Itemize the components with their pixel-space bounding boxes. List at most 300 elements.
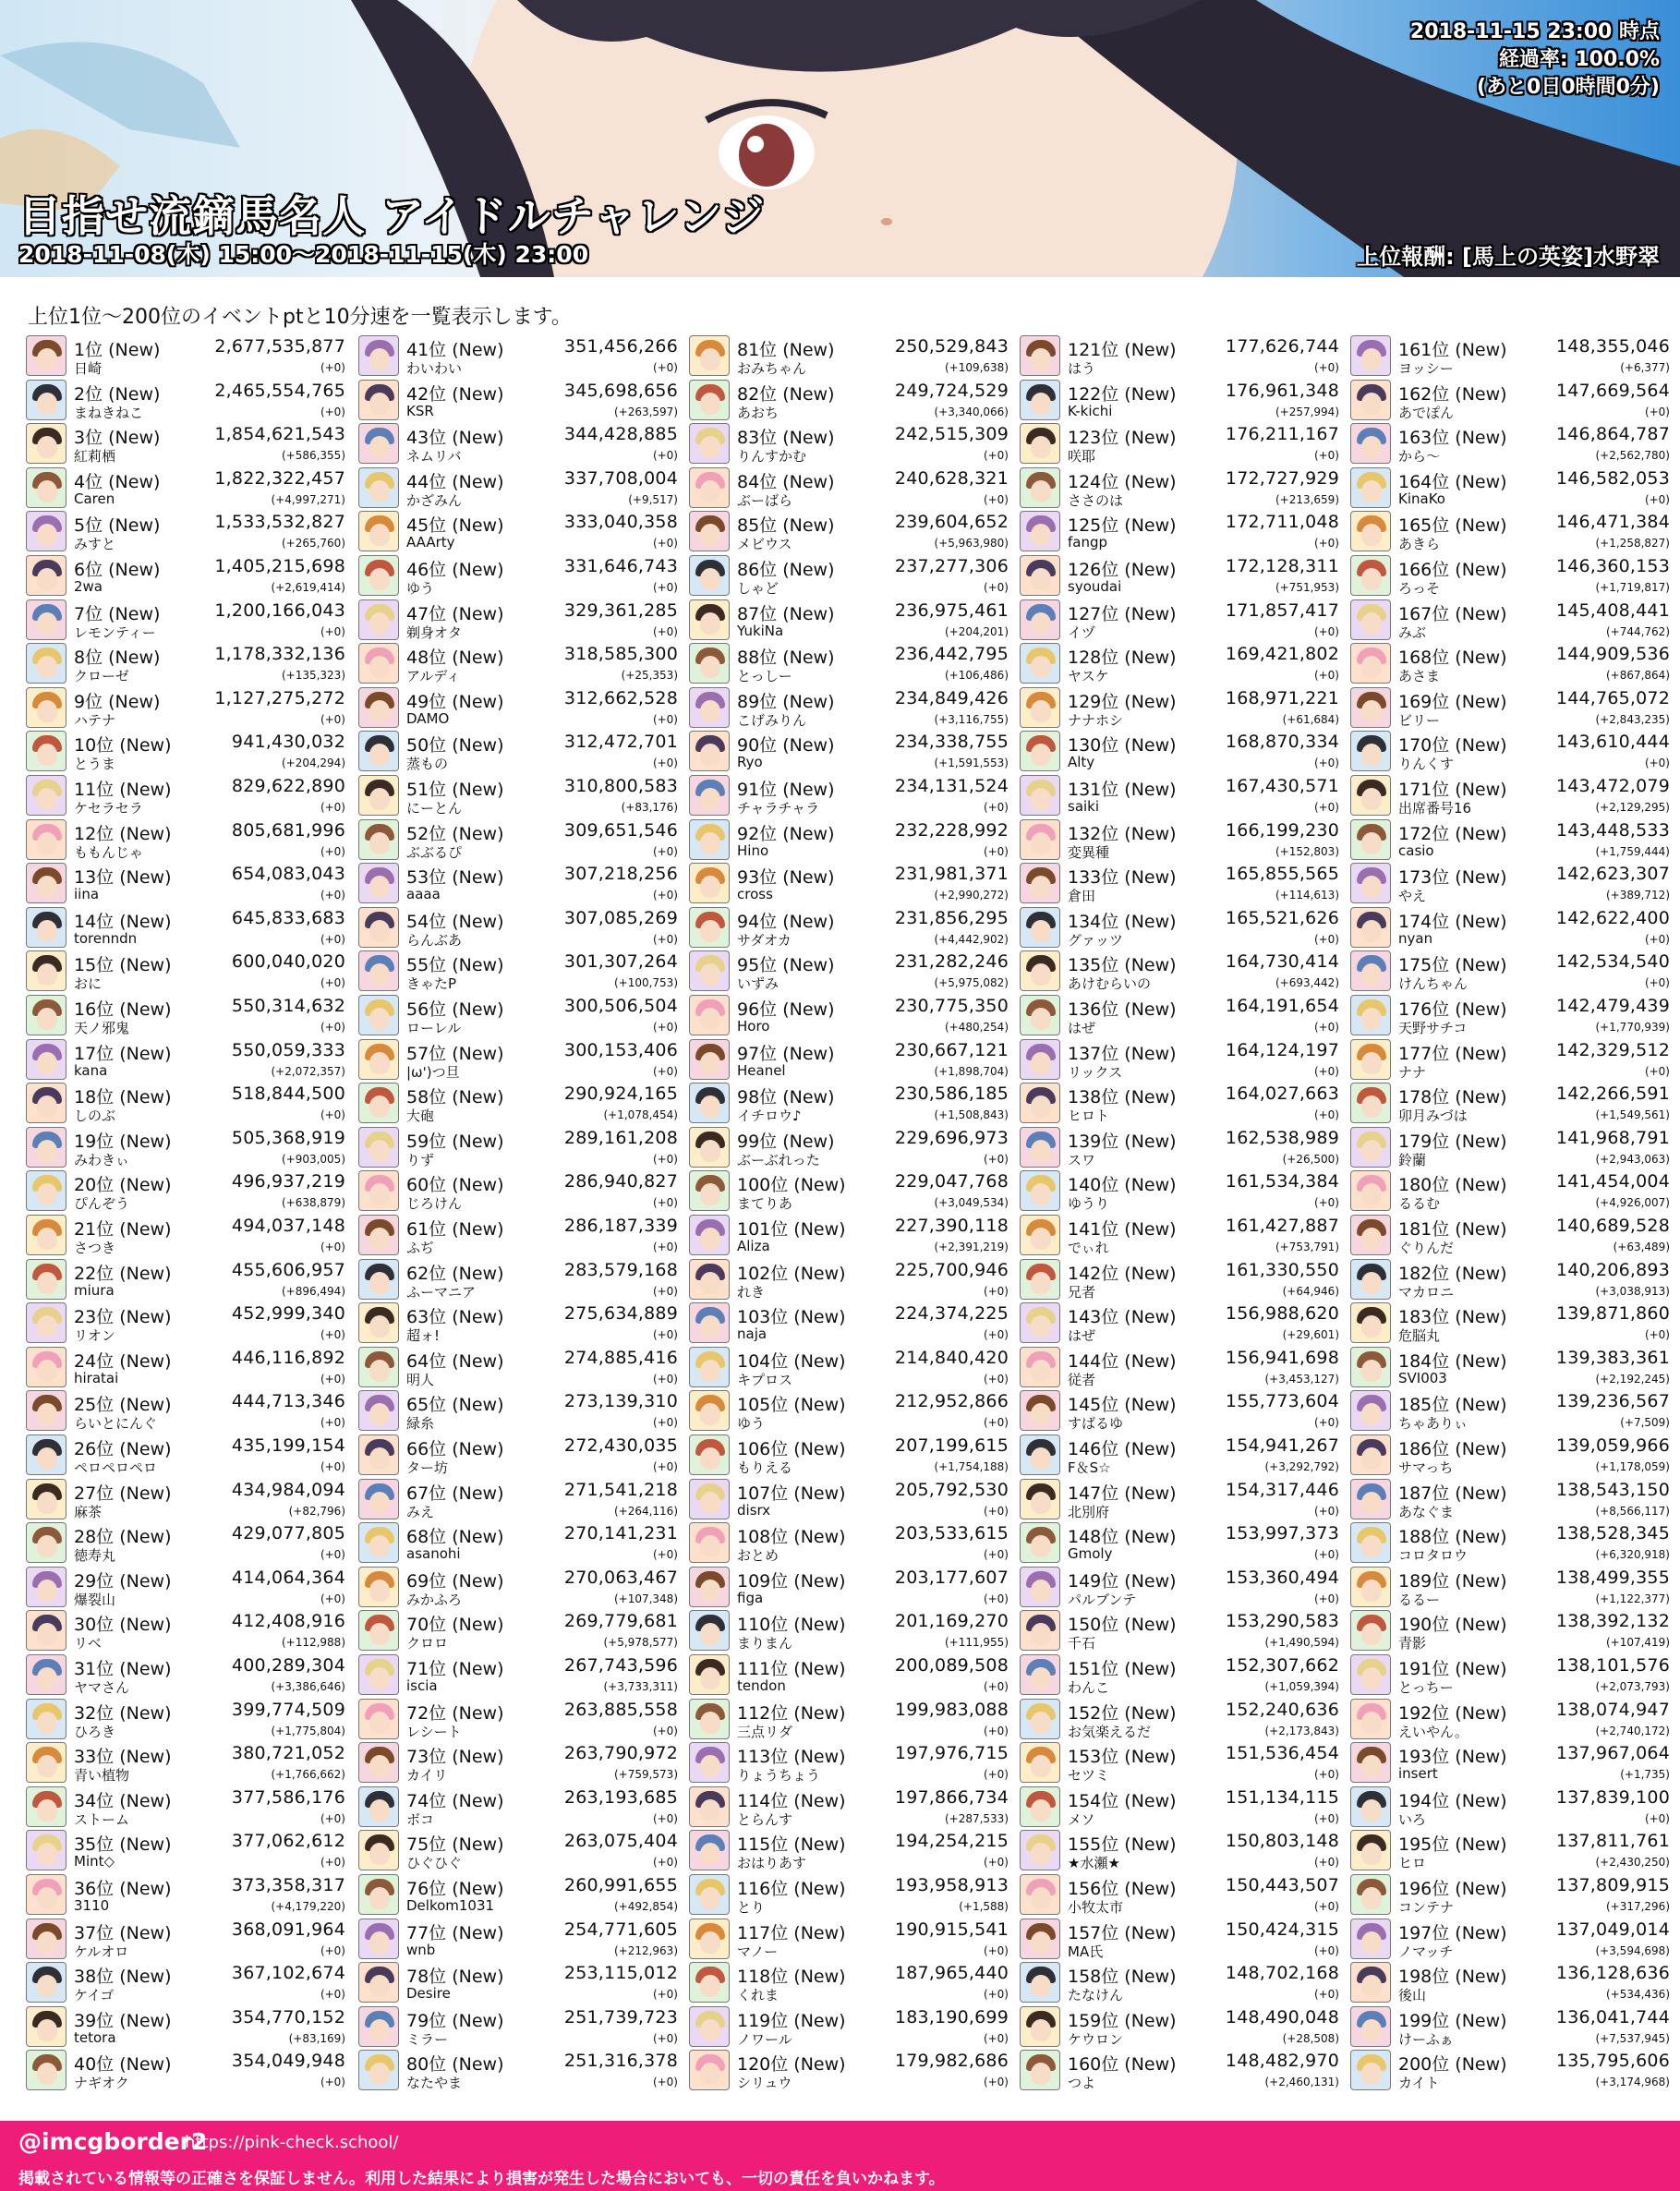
ranking-row[interactable]	[26, 906, 345, 950]
idol-avatar-icon	[689, 1434, 730, 1475]
ranking-row[interactable]	[1020, 1434, 1339, 1478]
rank-label: 25位 (New)	[74, 1395, 172, 1415]
ranking-row[interactable]	[26, 1389, 345, 1434]
ten-minute-speed: (+28,508)	[1282, 2032, 1339, 2045]
idol-avatar-icon	[358, 1830, 399, 1870]
ranking-row[interactable]	[358, 1961, 678, 2005]
ranking-row[interactable]	[689, 950, 1009, 994]
event-points: 312,662,528	[563, 688, 678, 708]
idol-avatar-icon	[26, 1919, 66, 1959]
ranking-row[interactable]	[1020, 510, 1339, 554]
ranking-row[interactable]	[358, 1169, 678, 1214]
ranking-row[interactable]	[1350, 1126, 1670, 1170]
ten-minute-speed: (+3,453,127)	[1264, 1373, 1339, 1386]
event-points: 234,849,426	[894, 688, 1009, 708]
ranking-row[interactable]	[1350, 1918, 1670, 1962]
ranking-row[interactable]	[358, 730, 678, 774]
ranking-row[interactable]	[26, 686, 345, 731]
ranking-row[interactable]	[1350, 334, 1670, 379]
idol-avatar-icon	[1350, 1919, 1391, 1959]
idol-avatar-icon	[689, 1083, 730, 1123]
ranking-row[interactable]	[1350, 1038, 1670, 1083]
ranking-row[interactable]	[1350, 466, 1670, 511]
ranking-row[interactable]	[1350, 1566, 1670, 1610]
ranking-row[interactable]	[689, 1521, 1009, 1566]
ranking-row[interactable]	[358, 554, 678, 599]
ranking-row[interactable]	[26, 950, 345, 994]
ranking-row[interactable]	[689, 1301, 1009, 1346]
rank-label: 23位 (New)	[74, 1307, 172, 1327]
player-name: りんすかむ	[737, 448, 807, 465]
ranking-row[interactable]	[689, 1169, 1009, 1214]
ranking-row[interactable]	[1020, 1038, 1339, 1083]
ranking-row[interactable]	[1020, 554, 1339, 599]
event-points: 260,991,655	[563, 1875, 678, 1895]
ranking-row[interactable]	[689, 1961, 1009, 2005]
ranking-row[interactable]	[1020, 1258, 1339, 1302]
event-points: 239,604,652	[894, 512, 1009, 532]
idol-avatar-icon	[26, 950, 66, 991]
ten-minute-speed: (+29,601)	[1282, 1328, 1339, 1341]
ranking-row[interactable]	[26, 774, 345, 818]
event-points: 152,240,636	[1225, 1700, 1339, 1720]
ranking-row[interactable]	[689, 599, 1009, 643]
idol-avatar-icon	[689, 1874, 730, 1915]
twitter-handle-link[interactable]: @imcgborder2	[18, 2128, 208, 2155]
ten-minute-speed: (+3,174,968)	[1595, 2076, 1670, 2088]
ranking-row[interactable]	[26, 1698, 345, 1742]
rank-label: 1位 (New)	[74, 340, 161, 360]
ranking-row[interactable]	[26, 1169, 345, 1214]
ranking-row[interactable]	[26, 1741, 345, 1785]
ranking-row[interactable]	[26, 1961, 345, 2005]
player-name: ター坊	[406, 1459, 449, 1476]
ranking-row[interactable]	[358, 1434, 678, 1478]
ranking-row[interactable]	[26, 1301, 345, 1346]
event-points: 177,626,744	[1225, 336, 1339, 357]
ranking-row[interactable]	[358, 818, 678, 863]
rank-label: 193位 (New)	[1398, 1747, 1507, 1767]
rank-label: 71位 (New)	[406, 1659, 504, 1679]
ranking-row[interactable]	[26, 334, 345, 379]
ranking-row[interactable]	[358, 1082, 678, 1126]
ranking-row[interactable]	[1020, 1126, 1339, 1170]
ranking-row[interactable]	[1350, 1169, 1670, 1214]
idol-avatar-icon	[689, 467, 730, 508]
ranking-row[interactable]	[1020, 422, 1339, 466]
ranking-row[interactable]	[26, 1082, 345, 1126]
event-points: 412,408,916	[231, 1611, 345, 1631]
ranking-row[interactable]	[358, 1258, 678, 1302]
ranking-row[interactable]	[26, 1346, 345, 1390]
idol-avatar-icon	[1020, 1919, 1060, 1959]
ranking-row[interactable]	[689, 510, 1009, 554]
ranking-row[interactable]	[1020, 862, 1339, 906]
rank-label: 27位 (New)	[74, 1483, 172, 1504]
ranking-row[interactable]	[689, 1126, 1009, 1170]
ranking-row[interactable]	[26, 1653, 345, 1698]
ranking-row[interactable]	[689, 818, 1009, 863]
ranking-row[interactable]	[358, 1829, 678, 1873]
ranking-row[interactable]	[1350, 906, 1670, 950]
idol-avatar-icon	[1020, 1039, 1060, 1080]
ranking-row[interactable]	[26, 862, 345, 906]
player-name: でぃれ	[1068, 1240, 1109, 1256]
ranking-row[interactable]	[1350, 1258, 1670, 1302]
intro-text: 上位1位〜200位のイベントptと10分速を一覧表示します。	[28, 306, 572, 329]
ten-minute-speed: (+1,549,561)	[1595, 1108, 1670, 1121]
event-points: 137,049,014	[1555, 1919, 1670, 1940]
ranking-row[interactable]	[689, 1741, 1009, 1785]
ranking-row[interactable]	[689, 1038, 1009, 1083]
ranking-row[interactable]	[689, 1653, 1009, 1698]
ranking-row[interactable]	[1020, 1169, 1339, 1214]
ranking-row[interactable]	[1020, 1961, 1339, 2005]
player-name: こげみりん	[737, 712, 807, 729]
idol-avatar-icon	[26, 1522, 66, 1563]
ranking-row[interactable]	[1350, 1082, 1670, 1126]
ranking-row[interactable]	[26, 510, 345, 554]
ten-minute-speed: (+2,192,245)	[1595, 1373, 1670, 1386]
ranking-row[interactable]	[1020, 906, 1339, 950]
ten-minute-speed: (+4,179,220)	[271, 1900, 345, 1913]
ranking-row[interactable]	[1020, 642, 1339, 686]
idol-avatar-icon	[26, 907, 66, 948]
ranking-row[interactable]	[26, 1918, 345, 1962]
ranking-row[interactable]	[1020, 818, 1339, 863]
ranking-row[interactable]	[26, 554, 345, 599]
ranking-row[interactable]	[689, 1566, 1009, 1610]
ranking-row[interactable]	[26, 1434, 345, 1478]
rank-label: 169位 (New)	[1398, 692, 1507, 712]
ten-minute-speed: (+2,430,250)	[1595, 1856, 1670, 1869]
ranking-row[interactable]	[689, 1346, 1009, 1390]
ranking-row[interactable]	[689, 2049, 1009, 2093]
ranking-row[interactable]	[689, 1434, 1009, 1478]
rank-label: 127位 (New)	[1068, 604, 1177, 624]
ranking-row[interactable]	[689, 1829, 1009, 1873]
ranking-row[interactable]	[1350, 686, 1670, 731]
ranking-row[interactable]	[689, 1214, 1009, 1258]
ten-minute-speed: (+0)	[1644, 976, 1670, 989]
rank-label: 26位 (New)	[74, 1439, 172, 1459]
ten-minute-speed: (+0)	[983, 1373, 1009, 1386]
player-name: グァッツ	[1068, 932, 1124, 949]
player-name: ゆう	[737, 1415, 766, 1432]
site-url-link[interactable]: https://pink-check.school/	[185, 2133, 399, 2152]
ranking-row[interactable]	[1020, 599, 1339, 643]
rank-label: 54位 (New)	[406, 912, 504, 932]
ranking-row[interactable]	[1020, 1873, 1339, 1918]
ranking-row[interactable]	[1020, 730, 1339, 774]
ten-minute-speed: (+61,684)	[1282, 713, 1339, 726]
ten-minute-speed: (+2,173,843)	[1264, 1725, 1339, 1737]
ranking-row[interactable]	[358, 686, 678, 731]
ranking-row[interactable]	[1350, 1434, 1670, 1478]
ranking-row[interactable]	[1020, 1478, 1339, 1522]
ranking-row[interactable]	[358, 950, 678, 994]
ranking-row[interactable]	[1350, 642, 1670, 686]
ranking-row[interactable]	[358, 1346, 678, 1390]
ranking-row[interactable]	[1350, 1653, 1670, 1698]
ranking-row[interactable]	[1350, 1609, 1670, 1653]
ranking-row[interactable]	[689, 862, 1009, 906]
ranking-row[interactable]	[1350, 2049, 1670, 2093]
ranking-row[interactable]	[26, 422, 345, 466]
ranking-row[interactable]	[1020, 1609, 1339, 1653]
ranking-row[interactable]	[358, 2049, 678, 2093]
event-points: 227,390,118	[894, 1216, 1009, 1236]
ranking-row[interactable]	[1350, 1961, 1670, 2005]
ranking-row[interactable]	[26, 1566, 345, 1610]
ranking-row[interactable]	[1350, 2005, 1670, 2050]
event-points: 207,199,615	[894, 1435, 1009, 1456]
ranking-row[interactable]	[358, 379, 678, 423]
idol-avatar-icon	[1020, 950, 1060, 991]
ranking-row[interactable]	[1350, 994, 1670, 1038]
idol-avatar-icon	[689, 1479, 730, 1519]
ranking-row[interactable]	[689, 1478, 1009, 1522]
ranking-row[interactable]	[689, 1389, 1009, 1434]
ranking-row[interactable]	[689, 1082, 1009, 1126]
ranking-row[interactable]	[689, 466, 1009, 511]
ranking-row[interactable]	[26, 1785, 345, 1830]
idol-avatar-icon	[689, 555, 730, 596]
ranking-row[interactable]	[1020, 686, 1339, 731]
ranking-row[interactable]	[689, 994, 1009, 1038]
ranking-row[interactable]	[1350, 950, 1670, 994]
event-points: 201,169,270	[894, 1611, 1009, 1631]
player-name: fangp	[1068, 534, 1108, 551]
ranking-row[interactable]	[689, 1785, 1009, 1830]
ranking-row[interactable]	[1020, 1214, 1339, 1258]
rank-label: 165位 (New)	[1398, 515, 1507, 536]
rank-label: 68位 (New)	[406, 1527, 504, 1547]
ranking-row[interactable]	[358, 1566, 678, 1610]
ranking-row[interactable]	[1020, 379, 1339, 423]
ranking-row[interactable]	[1020, 1918, 1339, 1962]
player-name: 千石	[1068, 1635, 1096, 1652]
ranking-row[interactable]	[1350, 599, 1670, 643]
rank-label: 39位 (New)	[74, 2011, 172, 2031]
event-points: 231,981,371	[894, 864, 1009, 884]
rank-label: 112位 (New)	[737, 1703, 846, 1724]
ranking-row[interactable]	[358, 334, 678, 379]
ranking-row[interactable]	[1020, 1785, 1339, 1830]
player-name: チャラチャラ	[737, 800, 820, 817]
event-points: 137,967,064	[1555, 1743, 1670, 1763]
ranking-row[interactable]	[26, 379, 345, 423]
ranking-row[interactable]	[1350, 422, 1670, 466]
ranking-row[interactable]	[358, 1785, 678, 1830]
event-points: 310,800,583	[563, 776, 678, 796]
ranking-row[interactable]	[689, 334, 1009, 379]
ranking-row[interactable]	[1350, 818, 1670, 863]
ranking-row[interactable]	[1350, 1301, 1670, 1346]
idol-avatar-icon	[1020, 599, 1060, 640]
ranking-row[interactable]	[689, 1873, 1009, 1918]
ranking-row[interactable]	[26, 2005, 345, 2050]
ranking-row[interactable]	[26, 1126, 345, 1170]
ranking-row[interactable]	[1020, 774, 1339, 818]
event-points: 234,131,524	[894, 776, 1009, 796]
ranking-row[interactable]	[689, 686, 1009, 731]
ranking-row[interactable]	[26, 642, 345, 686]
ranking-row[interactable]	[358, 1698, 678, 1742]
ranking-row[interactable]	[1020, 1741, 1339, 1785]
ranking-row[interactable]	[1350, 1873, 1670, 1918]
ranking-row[interactable]	[689, 1258, 1009, 1302]
event-points: 212,952,866	[894, 1391, 1009, 1411]
ranking-row[interactable]	[358, 510, 678, 554]
ranking-row[interactable]	[1350, 1785, 1670, 1830]
event-points: 400,289,304	[231, 1655, 345, 1676]
event-points: 354,049,948	[231, 2051, 345, 2071]
ranking-row[interactable]	[689, 554, 1009, 599]
ranking-row[interactable]	[689, 2005, 1009, 2050]
ranking-row[interactable]	[689, 379, 1009, 423]
ranking-row[interactable]	[358, 774, 678, 818]
ranking-row[interactable]	[1020, 1389, 1339, 1434]
ranking-row[interactable]	[358, 2005, 678, 2050]
ranking-row[interactable]	[358, 1214, 678, 1258]
rank-label: 100位 (New)	[737, 1175, 846, 1195]
ranking-row[interactable]	[358, 1126, 678, 1170]
ranking-row[interactable]	[1350, 862, 1670, 906]
ranking-row[interactable]	[1020, 466, 1339, 511]
ranking-row[interactable]	[689, 906, 1009, 950]
ranking-row[interactable]	[26, 1609, 345, 1653]
ranking-row[interactable]	[26, 818, 345, 863]
ranking-row[interactable]	[1350, 1214, 1670, 1258]
ranking-row[interactable]	[358, 422, 678, 466]
idol-avatar-icon	[1350, 950, 1391, 991]
ranking-row[interactable]	[1020, 1698, 1339, 1742]
ranking-row[interactable]	[1020, 334, 1339, 379]
ranking-row[interactable]	[358, 1521, 678, 1566]
ten-minute-speed: (+0)	[1644, 406, 1670, 418]
ranking-row[interactable]	[26, 730, 345, 774]
ranking-row[interactable]	[26, 1258, 345, 1302]
event-points: 240,628,321	[894, 468, 1009, 489]
ranking-row[interactable]	[26, 994, 345, 1038]
ranking-row[interactable]	[689, 1609, 1009, 1653]
ranking-row[interactable]	[1350, 1346, 1670, 1390]
ranking-row[interactable]	[1020, 950, 1339, 994]
ranking-row[interactable]	[1350, 1521, 1670, 1566]
rank-label: 95位 (New)	[737, 955, 835, 975]
ranking-row[interactable]	[1350, 730, 1670, 774]
ranking-row[interactable]	[1020, 2005, 1339, 2050]
player-name: スワ	[1068, 1152, 1096, 1168]
ranking-row[interactable]	[358, 906, 678, 950]
ranking-row[interactable]	[358, 1609, 678, 1653]
ranking-row[interactable]	[689, 774, 1009, 818]
ranking-row[interactable]	[26, 599, 345, 643]
ten-minute-speed: (+3,594,698)	[1595, 1944, 1670, 1957]
ranking-row[interactable]	[1020, 1653, 1339, 1698]
idol-avatar-icon	[26, 555, 66, 596]
ranking-row[interactable]	[1350, 1478, 1670, 1522]
rank-label: 113位 (New)	[737, 1747, 846, 1767]
ranking-row[interactable]	[1350, 1389, 1670, 1434]
ranking-row[interactable]	[1350, 1698, 1670, 1742]
ranking-row[interactable]	[1020, 2049, 1339, 2093]
ranking-row[interactable]	[1350, 1741, 1670, 1785]
ranking-row[interactable]	[358, 466, 678, 511]
ranking-row[interactable]	[26, 1214, 345, 1258]
idol-avatar-icon	[1350, 1742, 1391, 1783]
event-points: 344,428,885	[563, 424, 678, 444]
ranking-row[interactable]	[689, 422, 1009, 466]
ranking-row[interactable]	[1020, 1829, 1339, 1873]
ten-minute-speed: (+83,176)	[621, 801, 678, 814]
ranking-row[interactable]	[358, 642, 678, 686]
ranking-row[interactable]	[1350, 554, 1670, 599]
ranking-row[interactable]	[358, 1389, 678, 1434]
ranking-row[interactable]	[689, 1698, 1009, 1742]
idol-avatar-icon	[689, 687, 730, 728]
ranking-row[interactable]	[1020, 1566, 1339, 1610]
ranking-row[interactable]	[26, 2049, 345, 2093]
ranking-row[interactable]	[26, 1478, 345, 1522]
ranking-row[interactable]	[689, 1918, 1009, 1962]
ranking-row[interactable]	[358, 994, 678, 1038]
event-points: 429,077,805	[231, 1523, 345, 1543]
ranking-row[interactable]	[358, 1478, 678, 1522]
ranking-row[interactable]	[358, 1038, 678, 1083]
ranking-row[interactable]	[1020, 1521, 1339, 1566]
idol-avatar-icon	[689, 1742, 730, 1783]
rank-label: 200位 (New)	[1398, 2054, 1507, 2075]
ten-minute-speed: (+0)	[652, 1065, 678, 1078]
ranking-row[interactable]	[1020, 994, 1339, 1038]
ranking-row[interactable]	[358, 862, 678, 906]
ranking-row[interactable]	[1020, 1346, 1339, 1390]
ranking-row[interactable]	[26, 1873, 345, 1918]
ranking-row[interactable]	[689, 642, 1009, 686]
ranking-row[interactable]	[358, 1301, 678, 1346]
ranking-row[interactable]	[1350, 379, 1670, 423]
ranking-row[interactable]	[358, 599, 678, 643]
ranking-row[interactable]	[358, 1873, 678, 1918]
ranking-row[interactable]	[26, 1038, 345, 1083]
event-points: 153,290,583	[1225, 1611, 1339, 1631]
player-name: 剃身オタ	[406, 624, 463, 641]
idol-avatar-icon	[26, 1786, 66, 1827]
idol-avatar-icon	[26, 380, 66, 420]
ranking-row[interactable]	[1350, 774, 1670, 818]
ranking-row[interactable]	[26, 1829, 345, 1873]
ten-minute-speed: (+2,943,063)	[1595, 1153, 1670, 1166]
rank-label: 178位 (New)	[1398, 1087, 1507, 1108]
ranking-row[interactable]	[26, 1521, 345, 1566]
ranking-row[interactable]	[358, 1741, 678, 1785]
ranking-row[interactable]	[1020, 1082, 1339, 1126]
ranking-row[interactable]	[1350, 510, 1670, 554]
ten-minute-speed: (+0)	[1313, 1856, 1339, 1869]
ranking-row[interactable]	[358, 1918, 678, 1962]
event-reward: 上位報酬: [馬上の英姿]水野翠	[1357, 244, 1660, 270]
ranking-row[interactable]	[1020, 1301, 1339, 1346]
ranking-row[interactable]	[358, 1653, 678, 1698]
ranking-row[interactable]	[26, 466, 345, 511]
event-points: 150,443,507	[1225, 1875, 1339, 1895]
player-name: disrx	[737, 1502, 771, 1519]
ranking-row[interactable]	[689, 730, 1009, 774]
idol-avatar-icon	[689, 511, 730, 551]
ranking-row[interactable]	[1350, 1829, 1670, 1873]
